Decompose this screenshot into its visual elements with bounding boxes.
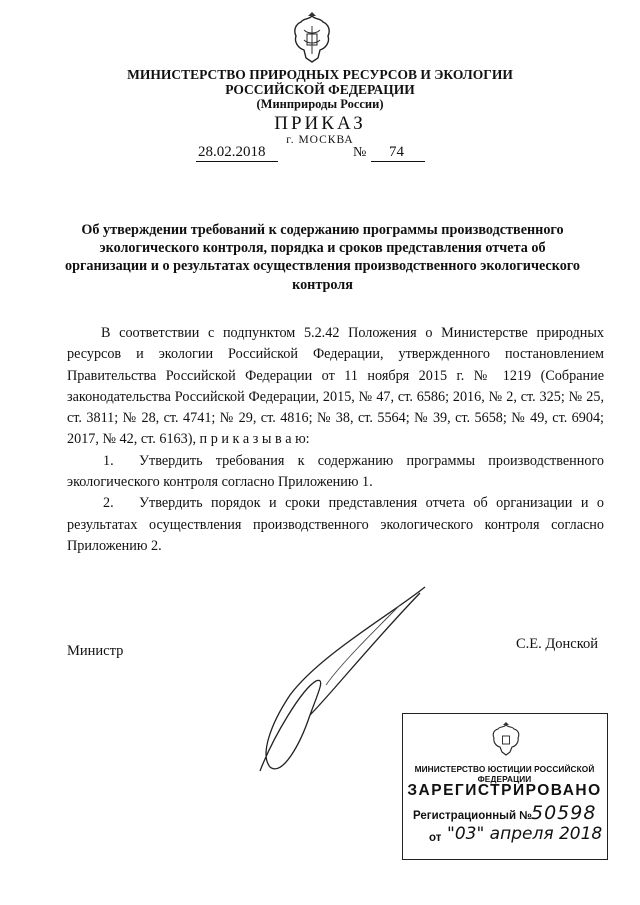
document-type: ПРИКАЗ: [274, 113, 366, 134]
stamp-date-label: от: [429, 832, 442, 844]
ministry-name-line1: МИНИСТЕРСТВО ПРИРОДНЫХ РЕСУРСОВ И ЭКОЛОГИИ: [127, 67, 513, 82]
item-text: Утвердить требования к содержанию программы производственного экологического контроля согласно Приложению 1.: [67, 452, 604, 491]
order-number-label: №: [353, 145, 367, 160]
order-date: 28.02.2018: [196, 144, 278, 162]
signer-position: Министр: [67, 643, 124, 659]
order-body: [67, 323, 604, 557]
stamp-reg-number: 50598: [531, 802, 597, 824]
order-title: Об утверждении требований к содержанию программы производственного экологического контроля, порядка и сроков представления отчета об организации и о результатах осуществления производственного экологического контроля: [65, 222, 580, 293]
ministry-short-name: (Минприроды России): [256, 97, 384, 111]
order-item-2: [67, 493, 604, 557]
order-number: 74: [371, 144, 425, 162]
stamp-ministry-name: МИНИСТЕРСТВО ЮСТИЦИИ РОССИЙСКОЙ ФЕДЕРАЦИИ: [414, 764, 595, 784]
item-text: Утвердить порядок и сроки представления отчета об организации и о результатах осуществления производственного экологического контроля согласно Приложению 2.: [67, 495, 604, 554]
registration-stamp: [402, 713, 608, 860]
order-item-1: [67, 451, 604, 494]
coat-of-arms-icon: [290, 12, 334, 64]
preamble-paragraph: В соответствии с подпунктом 5.2.42 Положения о Министерстве природных ресурсов и экологии Российской Федерации, утвержденного постановлением Правительства Российской Федерации от 11 ноября 2015 г. № 1219 (Собрание законодательства Российской Федерации, 2015, № 47, ст. 6586; 2016, № 2, ст. 325; № 25, ст. 3811; № 28, ст. 4741; № 29, ст. 4816; № 38, ст. 5564; № 39, ст. 5658; № 49, ст. 6904; 2017, № 42, ст. 6163), п р и к а з ы в а ю:: [67, 325, 604, 448]
city-label: г. МОСКВА: [286, 134, 354, 146]
stamp-registered-label: ЗАРЕГИСТРИРОВАНО: [407, 782, 602, 799]
signer-name: С.Е. Донской: [516, 636, 599, 652]
item-number: 2.: [103, 495, 114, 512]
item-number: 1.: [103, 452, 114, 469]
ministry-name-line2: РОССИЙСКОЙ ФЕДЕРАЦИИ: [225, 82, 415, 97]
stamp-reg-number-label: Регистрационный №: [413, 810, 533, 822]
stamp-date-value: "03" апреля 2018: [447, 824, 603, 844]
stamp-coat-of-arms-icon: [491, 722, 521, 756]
